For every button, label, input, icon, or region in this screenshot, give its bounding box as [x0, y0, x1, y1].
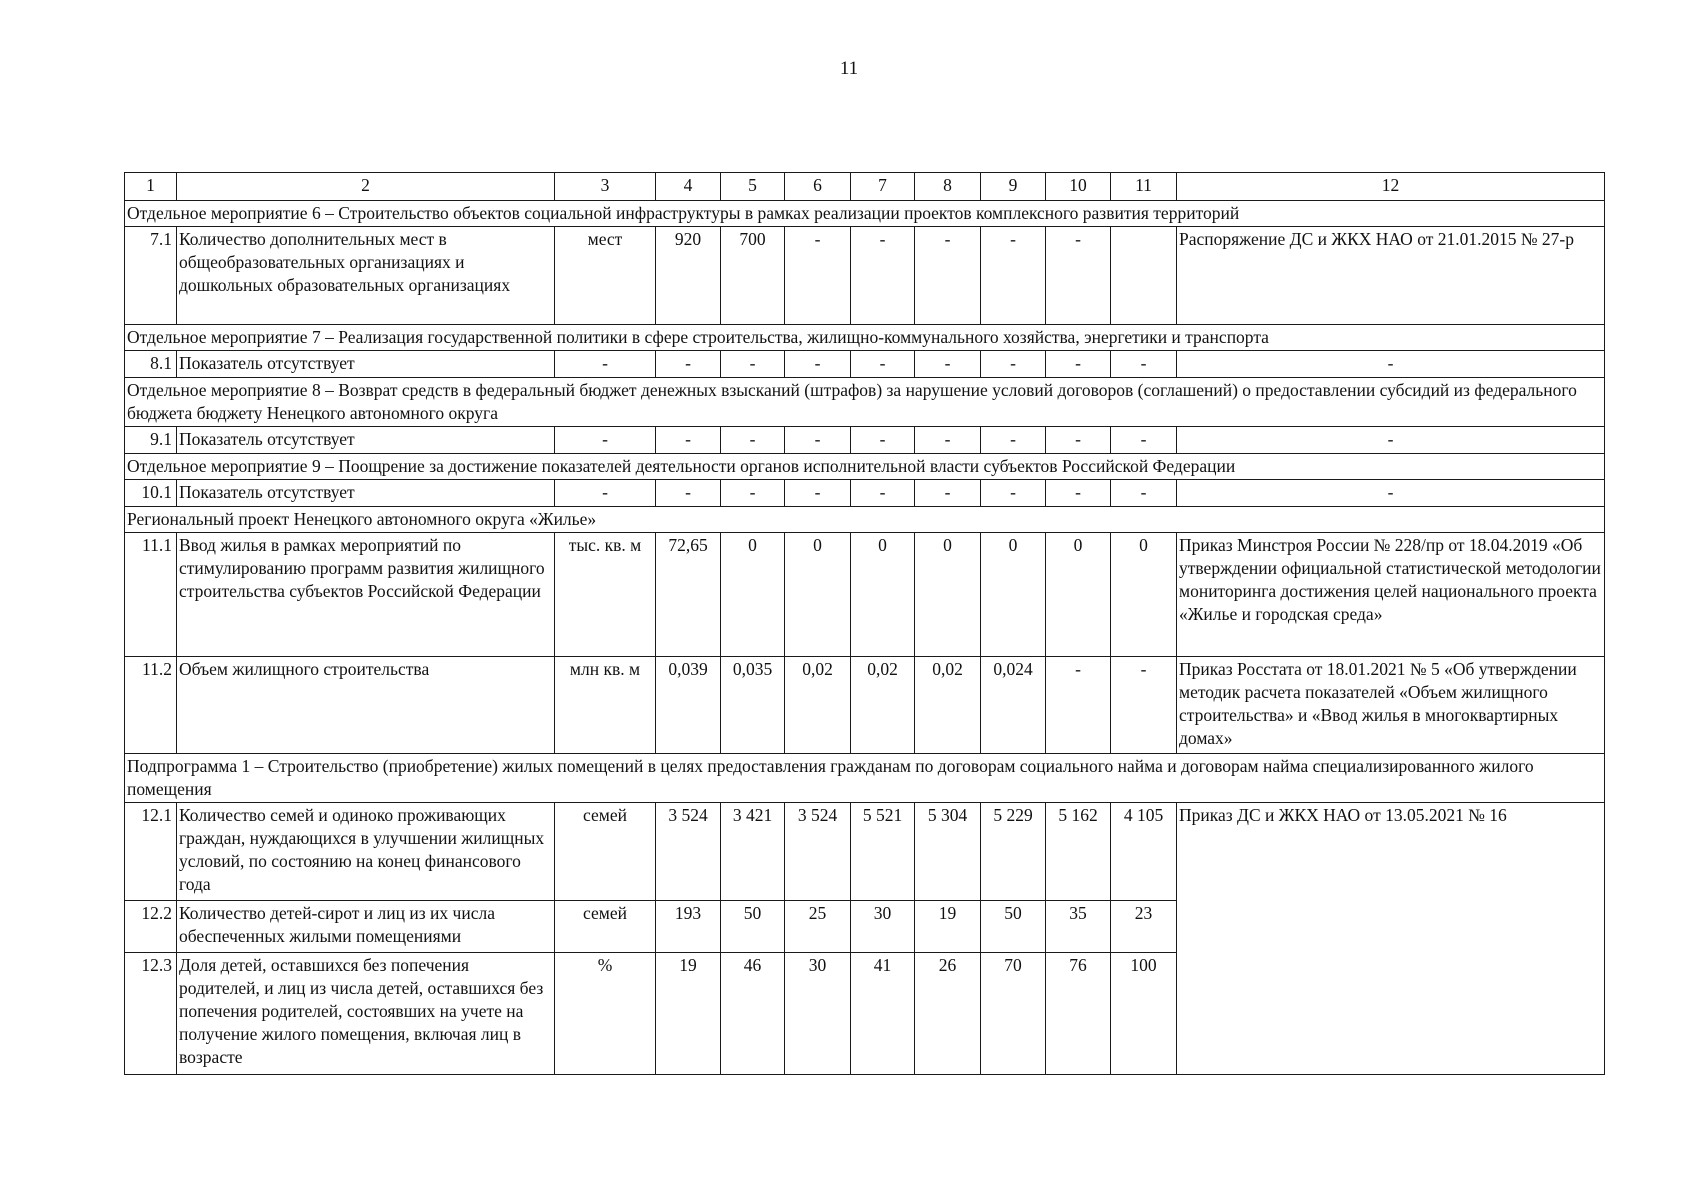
table-row [125, 351, 1605, 378]
source-document: - [1177, 351, 1605, 378]
value-cell: 0,035 [721, 657, 785, 754]
column-header: 7 [851, 173, 915, 201]
value-cell: 19 [656, 953, 721, 1075]
value-cell: 23 [1111, 901, 1177, 953]
value-cell: - [915, 351, 981, 378]
row-number: 7.1 [125, 227, 177, 325]
indicator-name: Показатель отсутствует [177, 427, 555, 454]
row-number: 11.2 [125, 657, 177, 754]
value-cell: - [656, 427, 721, 454]
value-cell: 0 [981, 533, 1046, 657]
value-cell: 0 [851, 533, 915, 657]
value-cell: 4 105 [1111, 803, 1177, 901]
table-row [125, 427, 1605, 454]
value-cell: 5 521 [851, 803, 915, 901]
indicator-name: Показатель отсутствует [177, 351, 555, 378]
section-heading: Отдельное мероприятие 8 – Возврат средств в федеральный бюджет денежных взысканий (штрафов) за нарушение условий договоров (соглашений) о предоставлении субсидий из федерального бюджета бюджету Ненецкого автономного округа [125, 378, 1605, 427]
indicator-name: Количество семей и одиноко проживающих граждан, нуждающихся в улучшении жилищных условий, по состоянию на конец финансового года [177, 803, 555, 901]
value-cell: 920 [656, 227, 721, 325]
section-heading: Отдельное мероприятие 7 – Реализация государственной политики в сфере строительства, жилищно-коммунального хозяйства, энергетики и транспорта [125, 325, 1605, 351]
section-heading: Подпрограмма 1 – Строительство (приобретение) жилых помещений в целях предоставления гражданам по договорам социального найма и договорам найма специализированного жилого помещения [125, 754, 1605, 803]
source-document: Распоряжение ДС и ЖКХ НАО от 21.01.2015 № 27-р [1177, 227, 1605, 325]
value-cell: - [785, 227, 851, 325]
column-header: 9 [981, 173, 1046, 201]
value-cell: 3 524 [785, 803, 851, 901]
indicator-name: Доля детей, оставшихся без попечения родителей, и лиц из числа детей, оставшихся без попечения родителей, состоявших на учете на получение жилого помещения, включая лиц в возрасте [177, 953, 555, 1075]
unit: млн кв. м [555, 657, 656, 754]
column-number-row [125, 173, 1605, 201]
value-cell: 3 524 [656, 803, 721, 901]
column-header: 6 [785, 173, 851, 201]
table-row [125, 480, 1605, 507]
value-cell: 5 229 [981, 803, 1046, 901]
table-row [125, 803, 1605, 901]
value-cell: - [1046, 480, 1111, 507]
source-document: Приказ ДС и ЖКХ НАО от 13.05.2021 № 16 [1177, 803, 1605, 1075]
value-cell: - [1111, 657, 1177, 754]
value-cell: 0 [721, 533, 785, 657]
value-cell: 30 [785, 953, 851, 1075]
value-cell: - [1111, 480, 1177, 507]
value-cell: 193 [656, 901, 721, 953]
value-cell: 50 [981, 901, 1046, 953]
value-cell: 0,02 [915, 657, 981, 754]
value-cell: 3 421 [721, 803, 785, 901]
value-cell: - [981, 427, 1046, 454]
indicator-name: Количество детей-сирот и лиц из их числа обеспеченных жилыми помещениями [177, 901, 555, 953]
value-cell: - [656, 480, 721, 507]
value-cell: 5 162 [1046, 803, 1111, 901]
row-number: 12.2 [125, 901, 177, 953]
value-cell: - [1046, 351, 1111, 378]
column-header: 1 [125, 173, 177, 201]
column-header: 4 [656, 173, 721, 201]
value-cell: 0 [1111, 533, 1177, 657]
value-cell: 5 304 [915, 803, 981, 901]
value-cell: 0,039 [656, 657, 721, 754]
value-cell [1111, 227, 1177, 325]
value-cell: - [1111, 351, 1177, 378]
value-cell: 0 [915, 533, 981, 657]
indicator-table [124, 172, 1605, 1075]
value-cell: 35 [1046, 901, 1111, 953]
value-cell: - [1046, 227, 1111, 325]
column-header: 5 [721, 173, 785, 201]
column-header: 10 [1046, 173, 1111, 201]
source-document: Приказ Росстата от 18.01.2021 № 5 «Об утверждении методик расчета показателей «Объем жилищного строительства» и «Ввод жилья в многоквартирных домах» [1177, 657, 1605, 754]
value-cell: 0,02 [851, 657, 915, 754]
value-cell: - [851, 427, 915, 454]
unit: - [555, 427, 656, 454]
value-cell: 0,02 [785, 657, 851, 754]
column-header: 3 [555, 173, 656, 201]
value-cell: 0 [785, 533, 851, 657]
value-cell: 0,024 [981, 657, 1046, 754]
value-cell: 26 [915, 953, 981, 1075]
column-header: 11 [1111, 173, 1177, 201]
value-cell: 41 [851, 953, 915, 1075]
unit: семей [555, 901, 656, 953]
value-cell: 25 [785, 901, 851, 953]
value-cell: 50 [721, 901, 785, 953]
source-document: - [1177, 480, 1605, 507]
value-cell: 19 [915, 901, 981, 953]
value-cell: - [981, 351, 1046, 378]
value-cell: - [1046, 427, 1111, 454]
indicator-name: Ввод жилья в рамках мероприятий по стимулированию программ развития жилищного строительства субъектов Российской Федерации [177, 533, 555, 657]
unit: % [555, 953, 656, 1075]
value-cell: 72,65 [656, 533, 721, 657]
unit: мест [555, 227, 656, 325]
value-cell: 76 [1046, 953, 1111, 1075]
table-row [125, 657, 1605, 754]
value-cell: - [915, 480, 981, 507]
unit: - [555, 351, 656, 378]
value-cell: 70 [981, 953, 1046, 1075]
value-cell: - [915, 227, 981, 325]
value-cell: 46 [721, 953, 785, 1075]
value-cell: - [785, 427, 851, 454]
value-cell: - [1046, 657, 1111, 754]
value-cell: 100 [1111, 953, 1177, 1075]
row-number: 10.1 [125, 480, 177, 507]
section-heading: Отдельное мероприятие 6 – Строительство объектов социальной инфраструктуры в рамках реализации проектов комплексного развития территорий [125, 201, 1605, 227]
table-row [125, 533, 1605, 657]
value-cell: - [851, 351, 915, 378]
unit: семей [555, 803, 656, 901]
value-cell: 700 [721, 227, 785, 325]
section-heading: Отдельное мероприятие 9 – Поощрение за достижение показателей деятельности органов исполнительной власти субъектов Российской Федерации [125, 454, 1605, 480]
value-cell: - [721, 351, 785, 378]
row-number: 12.3 [125, 953, 177, 1075]
column-header: 8 [915, 173, 981, 201]
column-header: 12 [1177, 173, 1605, 201]
value-cell: - [851, 227, 915, 325]
column-header: 2 [177, 173, 555, 201]
value-cell: 30 [851, 901, 915, 953]
source-document: - [1177, 427, 1605, 454]
source-document: Приказ Минстроя России № 228/пр от 18.04.2019 «Об утверждении официальной статистической методологии мониторинга достижения целей национального проекта «Жилье и городская среда» [1177, 533, 1605, 657]
value-cell: - [981, 227, 1046, 325]
table-row [125, 227, 1605, 325]
indicator-name: Количество дополнительных мест в общеобразовательных организациях и дошкольных образовательных организациях [177, 227, 555, 325]
page-number: 11 [839, 58, 859, 79]
value-cell: - [981, 480, 1046, 507]
value-cell: 0 [1046, 533, 1111, 657]
value-cell: - [721, 427, 785, 454]
unit: тыс. кв. м [555, 533, 656, 657]
value-cell: - [721, 480, 785, 507]
value-cell: - [1111, 427, 1177, 454]
row-number: 11.1 [125, 533, 177, 657]
row-number: 12.1 [125, 803, 177, 901]
indicator-name: Объем жилищного строительства [177, 657, 555, 754]
row-number: 8.1 [125, 351, 177, 378]
indicator-name: Показатель отсутствует [177, 480, 555, 507]
value-cell: - [915, 427, 981, 454]
unit: - [555, 480, 656, 507]
value-cell: - [656, 351, 721, 378]
value-cell: - [785, 351, 851, 378]
section-heading: Региональный проект Ненецкого автономного округа «Жилье» [125, 507, 1605, 533]
value-cell: - [785, 480, 851, 507]
row-number: 9.1 [125, 427, 177, 454]
value-cell: - [851, 480, 915, 507]
